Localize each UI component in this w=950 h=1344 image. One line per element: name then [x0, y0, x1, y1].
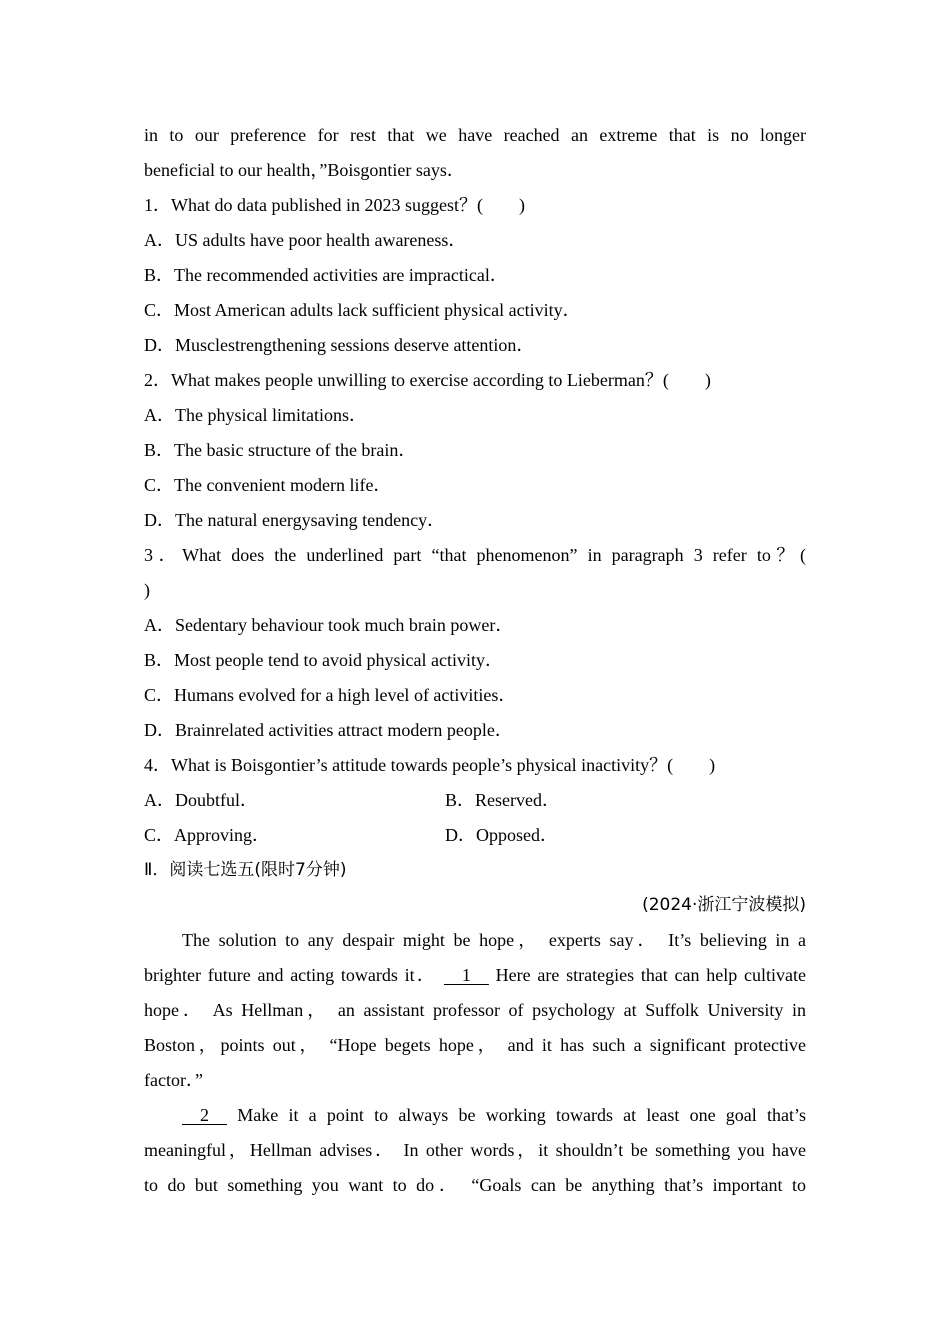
section-heading: Ⅱ．阅读七选五(限时7分钟): [144, 860, 347, 880]
question-4-option-c: C．Approving．: [144, 825, 270, 845]
question-1-stem: 1．What do data published in 2023 suggest？( ): [144, 195, 525, 215]
question-1-option-b: B．The recommended activities are impractical．: [144, 265, 508, 285]
question-4-option-d: D．Opposed．: [445, 825, 558, 845]
question-2-stem: 2．What makes people unwilling to exercise according to Lieberman？( ): [144, 370, 711, 390]
question-3-option-a: A．Sedentary behaviour took much brain power．: [144, 615, 514, 635]
question-3-stem-continuation: ): [144, 580, 150, 600]
paragraph-2-line: [144, 1098, 806, 1133]
passage-continuation-line: in to our preference for rest that we have reached an extreme that is no longer: [144, 125, 806, 145]
paragraph-1-line: Boston，points out， “Hope begets hope， and it has such a significant protective: [144, 1035, 806, 1055]
source-citation: (2024·浙江宁波模拟): [642, 895, 806, 915]
question-4-option-a: A．Doubtful．: [144, 790, 258, 810]
paragraph-2-line: meaningful，Hellman advises． In other words，it shouldn’t be something you have: [144, 1140, 806, 1160]
paragraph-1-line: hope． As Hellman， an assistant professor of psychology at Suffolk University in: [144, 1000, 806, 1020]
question-4-options-row: [144, 818, 806, 853]
question-1-option-d: D．Musclestrengthening sessions deserve attention．: [144, 335, 535, 355]
question-3-stem: 3．What does the underlined part “that phenomenon” in paragraph 3 refer to？(: [144, 545, 806, 565]
passage-continuation-line: beneficial to our health，”Boisgontier says．: [144, 160, 465, 180]
document-page: [144, 118, 806, 1203]
paragraph-1-text: Here are strategies that can help cultivate: [495, 965, 806, 985]
paragraph-2-line: to do but something you want to do． “Goals can be anything that’s important to: [144, 1175, 806, 1195]
question-2-option-a: A．The physical limitations．: [144, 405, 367, 425]
question-3-option-b: B．Most people tend to avoid physical activity．: [144, 650, 503, 670]
question-4-stem: 4．What is Boisgontier’s attitude towards people’s physical inactivity？( ): [144, 755, 716, 775]
blank-2: 2: [182, 1105, 227, 1125]
question-2-option-b: B．The basic structure of the brain．: [144, 440, 417, 460]
paragraph-1-line: [144, 958, 806, 993]
blank-1: 1: [443, 965, 489, 985]
paragraph-2-text: Make it a point to always be working towards at least one goal that’s: [237, 1105, 806, 1125]
paragraph-1-line: factor．”: [144, 1070, 203, 1090]
paragraph-1-line: The solution to any despair might be hope， experts say． It’s believing in a: [182, 930, 806, 950]
question-2-option-c: C．The convenient modern life．: [144, 475, 392, 495]
question-4-options-row: [144, 783, 806, 818]
question-3-option-c: C．Humans evolved for a high level of activities．: [144, 685, 517, 705]
question-1-option-a: A．US adults have poor health awareness．: [144, 230, 467, 250]
question-4-option-b: B．Reserved．: [445, 790, 560, 810]
question-2-option-d: D．The natural energysaving tendency．: [144, 510, 446, 530]
question-1-option-c: C．Most American adults lack sufficient physical activity．: [144, 300, 581, 320]
question-3-option-d: D．Brainrelated activities attract modern people．: [144, 720, 513, 740]
paragraph-1-text: brighter future and acting towards it．: [144, 965, 438, 985]
